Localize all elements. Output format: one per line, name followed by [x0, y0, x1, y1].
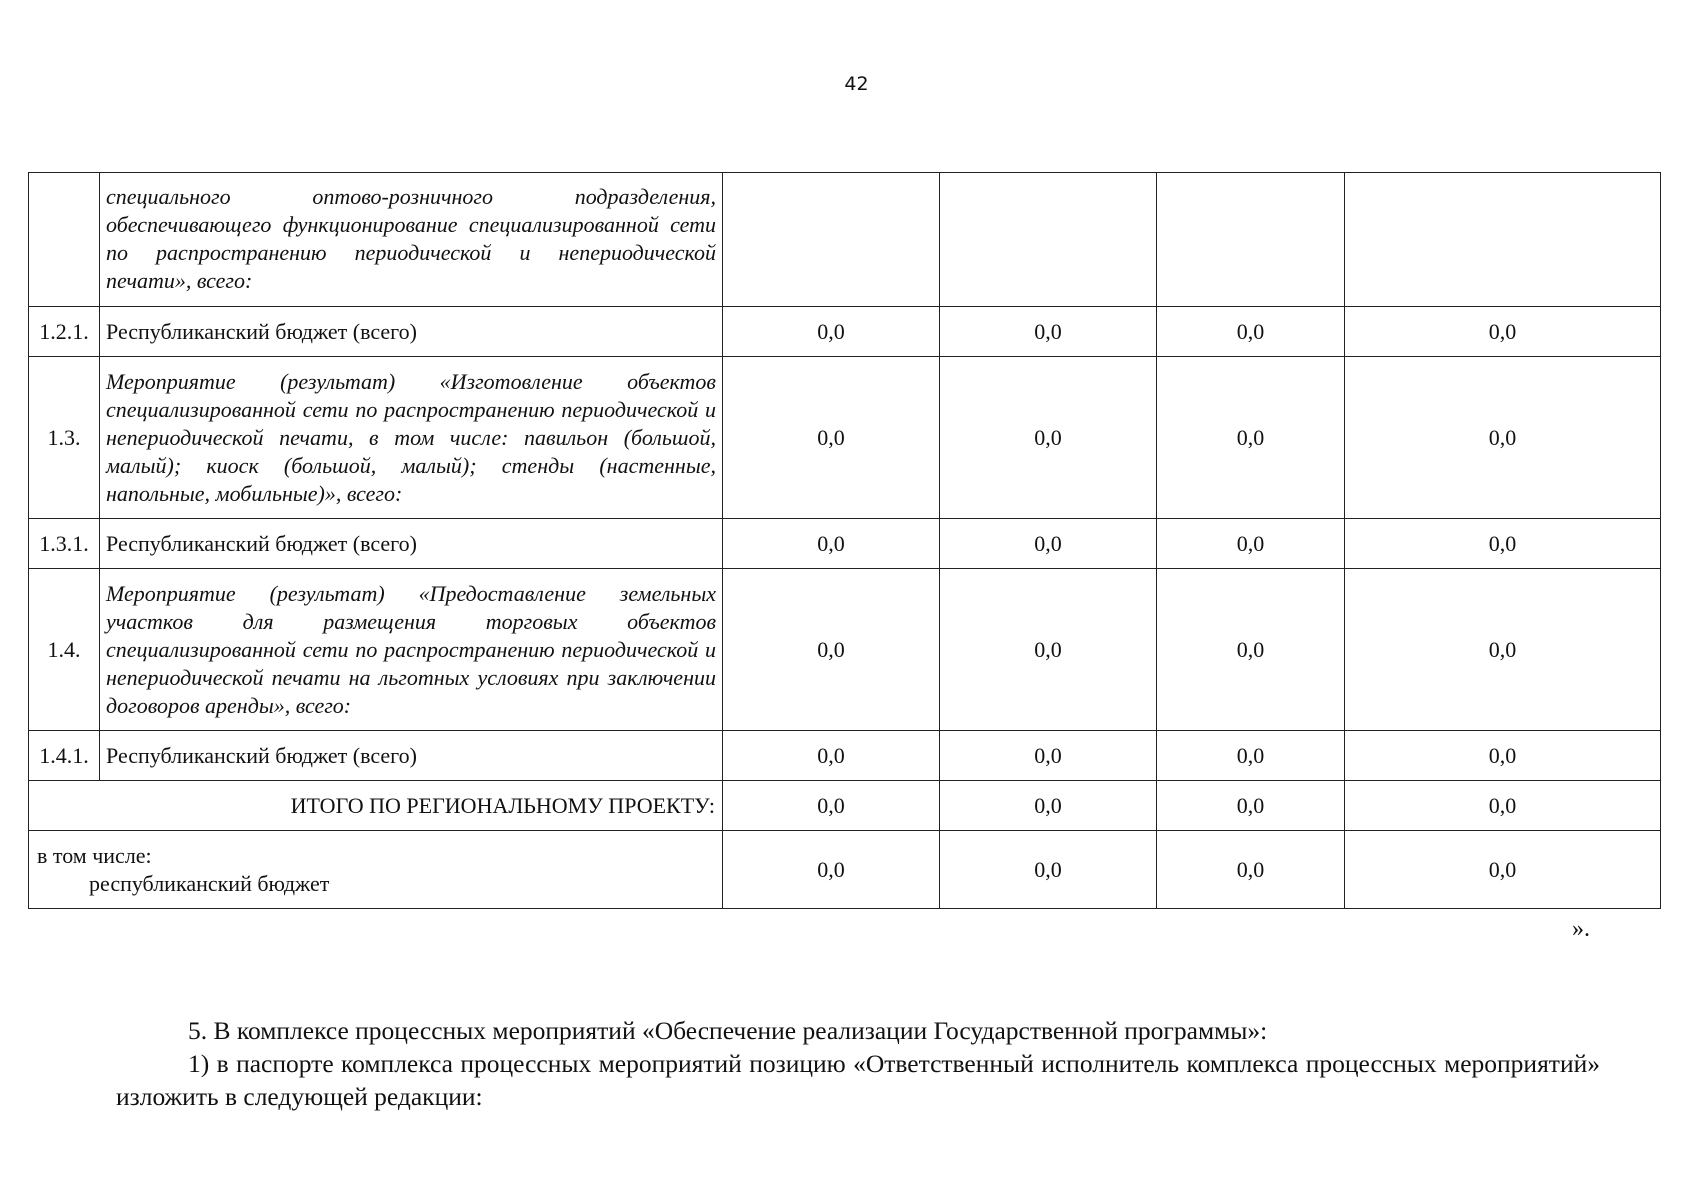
value-cell [723, 173, 940, 307]
value-cell: 0,0 [723, 519, 940, 569]
budget-table-body [29, 173, 1661, 909]
value-cell: 0,0 [940, 307, 1157, 357]
closing-quote-mark: ». [1572, 916, 1590, 942]
value-cell: 0,0 [1157, 357, 1345, 519]
value-cell: 0,0 [723, 357, 940, 519]
total-row [29, 781, 1661, 831]
total-value-cell: 0,0 [1345, 781, 1661, 831]
row-number-cell: 1.2.1. [29, 307, 100, 357]
value-cell: 0,0 [1345, 731, 1661, 781]
value-cell: 0,0 [1157, 731, 1345, 781]
value-cell: 0,0 [723, 731, 940, 781]
row-number-cell [29, 173, 100, 307]
total-value-cell: 0,0 [1157, 781, 1345, 831]
value-cell: 0,0 [1157, 569, 1345, 731]
value-cell: 0,0 [723, 569, 940, 731]
row-name-cell: Республиканский бюджет (всего) [100, 519, 723, 569]
row-name-cell: Республиканский бюджет (всего) [100, 307, 723, 357]
row-name-cell: Республиканский бюджет (всего) [100, 731, 723, 781]
value-cell: 0,0 [940, 731, 1157, 781]
row-name-cell: специального оптово-розничного подразделения, обеспечивающего функционирование специализированной сети по распространению периодической и непериодической печати», всего: [100, 173, 723, 307]
row-number-cell: 1.4.1. [29, 731, 100, 781]
row-number-cell: 1.3. [29, 357, 100, 519]
table-row [29, 519, 1661, 569]
row-name-cell: Мероприятие (результат) «Изготовление объектов специализированной сети по распространению периодической и непериодической печати, в том числе: павильон (большой, малый); киоск (большой, малый); стенды (настенные, напольные, мобильные)», всего: [100, 357, 723, 519]
value-cell: 0,0 [1157, 519, 1345, 569]
value-cell: 0,0 [940, 519, 1157, 569]
total-label: ИТОГО ПО РЕГИОНАЛЬНОМУ ПРОЕКТУ: [29, 781, 723, 831]
value-cell: 0,0 [1345, 357, 1661, 519]
budget-table [28, 172, 1661, 909]
including-label-cell [29, 831, 723, 909]
row-number-cell: 1.4. [29, 569, 100, 731]
including-row [29, 831, 1661, 909]
value-cell: 0,0 [940, 357, 1157, 519]
paragraph-item-5-1-text: 1) в паспорте комплекса процессных мероприятий позицию «Ответственный исполнитель комплекса процессных мероприятий» изложить в следующей редакции: [116, 1049, 1600, 1111]
table-row [29, 357, 1661, 519]
including-value-cell: 0,0 [1345, 831, 1661, 909]
including-label: в том числе: [37, 842, 152, 868]
table-row [29, 307, 1661, 357]
value-cell: 0,0 [1345, 569, 1661, 731]
value-cell: 0,0 [1157, 307, 1345, 357]
row-name-cell: Мероприятие (результат) «Предоставление земельных участков для размещения торговых объектов специализированной сети по распространению периодической и непериодической печати на льготных условиях при заключении договоров аренды», всего: [100, 569, 723, 731]
paragraph-item-5-1 [116, 1047, 1600, 1113]
page-number: 42 [844, 73, 869, 95]
total-value-cell: 0,0 [723, 781, 940, 831]
value-cell: 0,0 [940, 569, 1157, 731]
including-sublabel: республиканский бюджет [89, 870, 330, 896]
table-row [29, 173, 1661, 307]
paragraph-item-5-text: 5. В комплексе процессных мероприятий «Обеспечение реализации Государственной программы»: [188, 1016, 1268, 1045]
row-number-cell: 1.3.1. [29, 519, 100, 569]
including-value-cell: 0,0 [940, 831, 1157, 909]
value-cell [940, 173, 1157, 307]
value-cell: 0,0 [723, 307, 940, 357]
value-cell [1345, 173, 1661, 307]
including-value-cell: 0,0 [1157, 831, 1345, 909]
paragraph-item-5 [116, 1014, 1600, 1047]
value-cell: 0,0 [1345, 519, 1661, 569]
table-row [29, 731, 1661, 781]
total-value-cell: 0,0 [940, 781, 1157, 831]
table-row [29, 569, 1661, 731]
value-cell [1157, 173, 1345, 307]
including-value-cell: 0,0 [723, 831, 940, 909]
value-cell: 0,0 [1345, 307, 1661, 357]
